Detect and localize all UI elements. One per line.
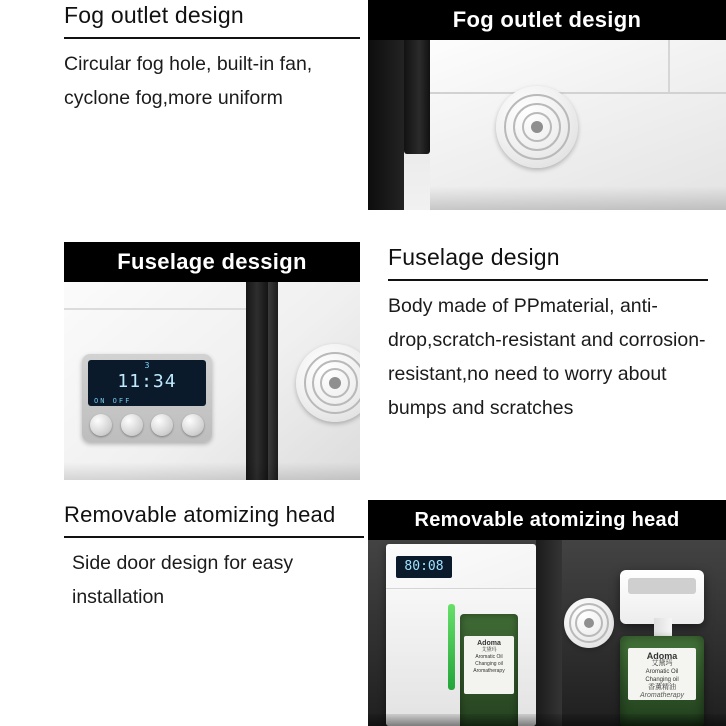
bottle-large-script: Aromatherapy bbox=[640, 692, 684, 699]
device-black-trim bbox=[404, 40, 430, 154]
control-panel-buttons[interactable] bbox=[88, 414, 206, 436]
bottle-small-brand-cn: 艾黛玛 bbox=[481, 647, 497, 653]
oil-bottle-small-label bbox=[464, 636, 514, 694]
device-seam bbox=[430, 92, 726, 94]
fuselage-text-block bbox=[388, 242, 708, 490]
vent-core bbox=[329, 377, 341, 389]
fog-outlet-photo bbox=[368, 40, 726, 210]
control-panel-screen bbox=[88, 360, 206, 406]
atomizing-head-photo-heading: Removable atomizing head bbox=[368, 500, 726, 540]
device-dark-strip-2 bbox=[268, 282, 278, 480]
bottle-large-subtitle: Changing oil bbox=[645, 677, 679, 683]
vent-core bbox=[584, 618, 594, 628]
device-dark-strip bbox=[246, 282, 268, 480]
atomizing-head-photo bbox=[368, 540, 726, 726]
oil-bottle-large bbox=[620, 636, 704, 726]
photo-bottom-shadow bbox=[430, 186, 726, 210]
fuselage-photo-heading: Fuselage dessign bbox=[64, 242, 360, 282]
bottle-small-product: Aromatic Oil bbox=[475, 654, 503, 660]
device-body-surface bbox=[430, 40, 726, 210]
screen-clock: 11:34 bbox=[117, 371, 177, 392]
fuselage-text-heading: Fuselage design bbox=[388, 244, 560, 270]
bottle-large-cn-line: 香薰精油 bbox=[648, 684, 676, 691]
unit-dark-gap bbox=[536, 540, 562, 726]
vent-core bbox=[531, 121, 543, 133]
diffuser-unit bbox=[386, 544, 536, 726]
bottle-large-brand: Adoma bbox=[646, 651, 678, 661]
atomizing-head-text-block bbox=[64, 500, 364, 660]
fuselage-photo bbox=[64, 282, 360, 480]
panel-button-3[interactable] bbox=[151, 414, 173, 436]
oil-level-indicator bbox=[448, 604, 455, 690]
bottle-small-brand: Adoma bbox=[477, 640, 501, 647]
atomizing-vent-icon bbox=[564, 598, 614, 648]
panel-button-1[interactable] bbox=[90, 414, 112, 436]
unit-display: 80:08 bbox=[396, 556, 452, 578]
bottle-large-product: Aromatic Oil bbox=[645, 669, 679, 675]
fog-outlet-photo-card bbox=[368, 0, 726, 212]
screen-mode-number: 3 bbox=[144, 361, 150, 370]
panel-button-4[interactable] bbox=[182, 414, 204, 436]
oil-bottle-small bbox=[460, 614, 518, 726]
atomizing-head-text-heading: Removable atomizing head bbox=[64, 502, 336, 527]
bottle-small-subtitle: Changing oil bbox=[475, 661, 503, 667]
device-top-seam bbox=[64, 308, 246, 310]
device-seam-vertical bbox=[668, 40, 670, 92]
bottle-small-script: Aromatherapy bbox=[473, 668, 505, 674]
photo-floor-shadow bbox=[64, 462, 360, 480]
fog-outlet-vent-icon bbox=[496, 86, 578, 168]
photo-dark-edge bbox=[368, 40, 404, 210]
atomizing-head-photo-card bbox=[368, 500, 726, 726]
bottle-large-brand-cn: 艾黛玛 bbox=[651, 660, 673, 667]
panel-button-2[interactable] bbox=[121, 414, 143, 436]
photo-floor-shadow bbox=[368, 714, 726, 726]
screen-onoff-label: ON OFF bbox=[94, 397, 132, 405]
fuselage-photo-card bbox=[64, 242, 360, 482]
fog-outlet-text-heading: Fog outlet design bbox=[64, 2, 244, 28]
atomizing-head-slot bbox=[628, 578, 696, 594]
atomizing-head-body: Side door design for easy installation bbox=[72, 552, 294, 608]
oil-bottle-large-label bbox=[628, 648, 696, 700]
fuselage-body: Body made of PPmaterial, anti-drop,scratch-resistant and corrosion-resistant,no need to worry about bumps and scratches bbox=[388, 295, 706, 419]
removable-atomizing-head bbox=[620, 570, 704, 624]
fog-outlet-photo-heading: Fog outlet design bbox=[368, 0, 726, 40]
fog-outlet-body: Circular fog hole, built-in fan, cyclone fog,more uniform bbox=[64, 53, 313, 109]
fog-outlet-text-block bbox=[64, 0, 360, 228]
control-panel[interactable] bbox=[82, 354, 212, 442]
